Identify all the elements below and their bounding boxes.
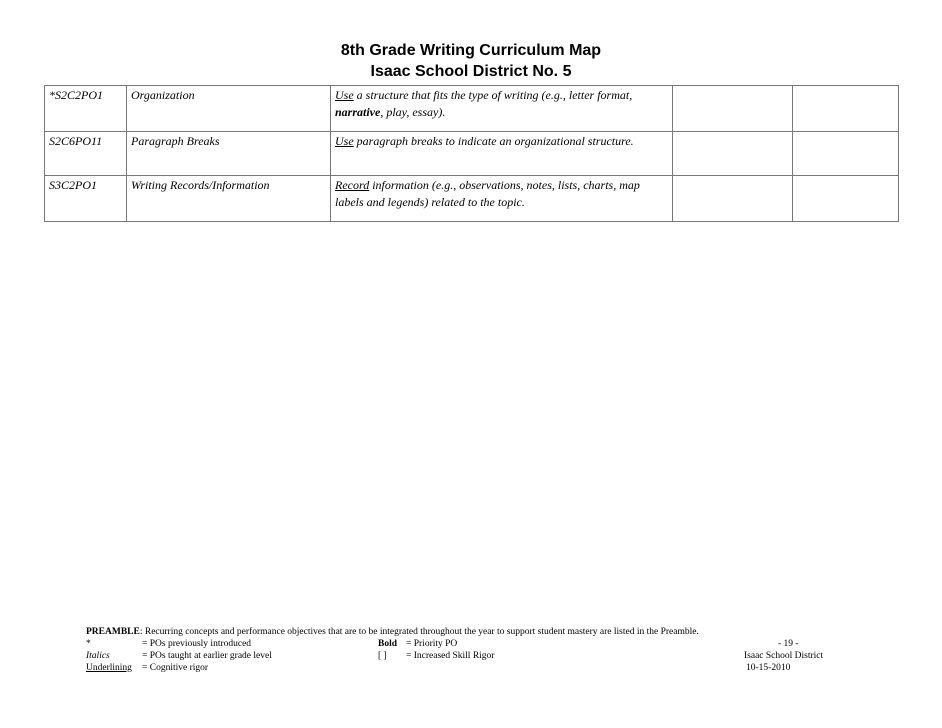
legend-value: = Increased Skill Rigor xyxy=(406,651,495,661)
table-row xyxy=(45,132,899,176)
legend-value: = POs previously introduced xyxy=(142,639,252,649)
empty-cell xyxy=(793,176,899,222)
legend-key: [ ] xyxy=(378,651,387,661)
po-description xyxy=(331,176,673,222)
empty-cell xyxy=(673,86,793,132)
description-text: a structure that fits the type of writing (e.g., letter format, xyxy=(353,88,633,102)
po-topic: Writing Records/Information xyxy=(127,176,331,222)
description-text: paragraph breaks to indicate an organizational structure. xyxy=(353,134,634,148)
description-text: information (e.g., observations, notes, lists, charts, map labels and legends) related to the topic. xyxy=(335,178,640,209)
district-name: Isaac School District xyxy=(744,651,824,661)
description-text: , play, essay). xyxy=(380,105,446,119)
legend-value: = POs taught at earlier grade level xyxy=(142,651,272,661)
cognitive-verb: Record xyxy=(335,178,370,192)
empty-cell xyxy=(793,132,899,176)
po-code: S3C2PO1 xyxy=(45,176,127,222)
po-topic: Paragraph Breaks xyxy=(127,132,331,176)
legend-key: Bold xyxy=(378,639,398,649)
document-title: 8th Grade Writing Curriculum Map xyxy=(340,42,602,59)
table-row xyxy=(45,86,899,132)
legend-key: Underlining xyxy=(86,663,132,673)
table-row xyxy=(45,176,899,222)
empty-cell xyxy=(673,132,793,176)
empty-cell xyxy=(793,86,899,132)
legend-value: = Priority PO xyxy=(406,639,458,649)
cognitive-verb: Use xyxy=(335,88,354,102)
document-subtitle: Isaac School District No. 5 xyxy=(370,63,572,80)
curriculum-table xyxy=(44,85,899,222)
po-description xyxy=(331,132,673,176)
empty-cell xyxy=(673,176,793,222)
po-code: *S2C2PO1 xyxy=(45,86,127,132)
page-number: - 19 - xyxy=(778,639,799,649)
legend-value: = Cognitive rigor xyxy=(142,663,209,673)
po-code: S2C6PO11 xyxy=(45,132,127,176)
cognitive-verb: Use xyxy=(335,134,354,148)
legend-key: Italics xyxy=(86,651,110,661)
preamble-text: : Recurring concepts and performance objectives that are to be integrated throughout the year to support student mastery are listed in the Preamble. xyxy=(139,627,699,637)
footer xyxy=(86,626,846,674)
priority-term: narrative xyxy=(335,105,381,119)
revision-date: 10-15-2010 xyxy=(746,663,791,673)
po-description xyxy=(331,86,673,132)
preamble-label: PREAMBLE xyxy=(86,627,140,637)
legend-key: * xyxy=(86,639,91,649)
po-topic: Organization xyxy=(127,86,331,132)
